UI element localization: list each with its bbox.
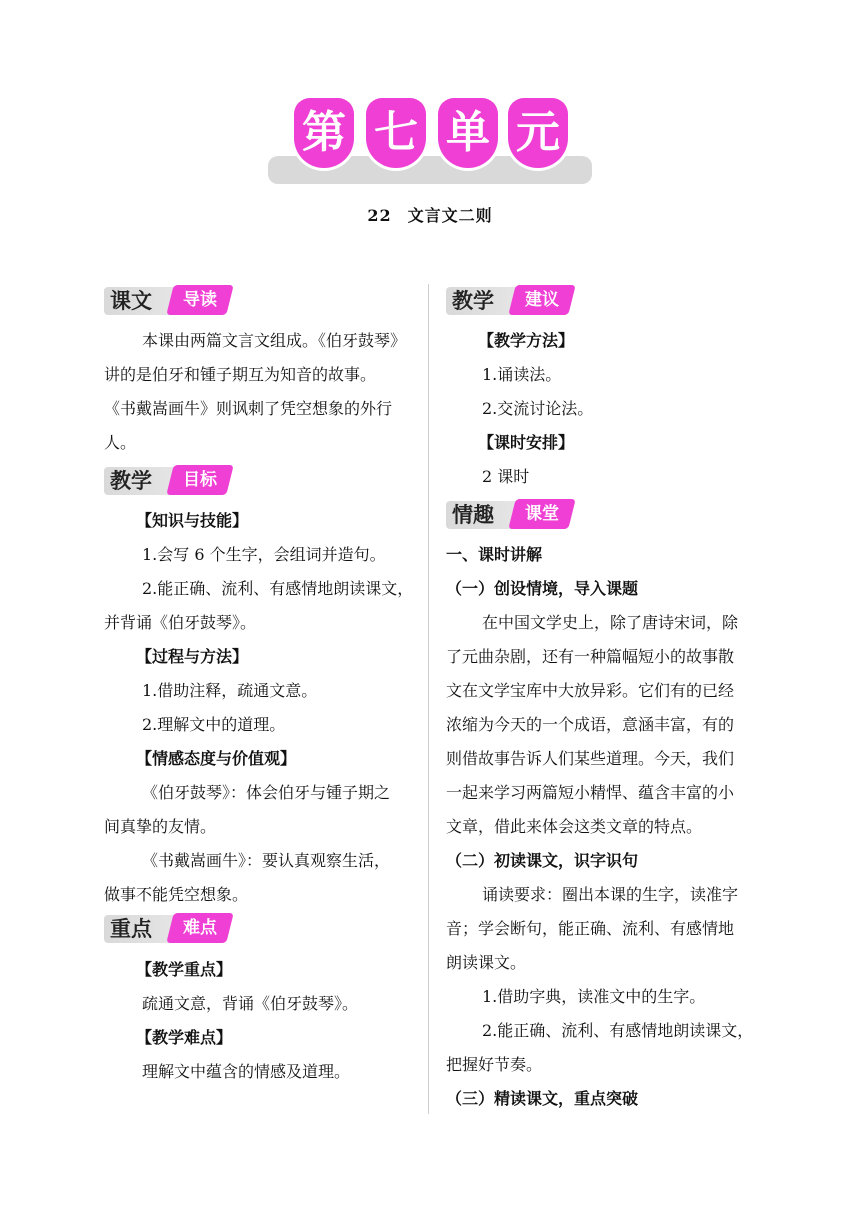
schedule-title: 【课时安排】 (478, 433, 575, 452)
guide-line-2: 讲的是伯牙和锺子期互为知音的故事。 (104, 365, 377, 384)
process-title: 【过程与方法】 (136, 647, 249, 666)
emotion-title: 【情感态度与价值观】 (136, 749, 297, 768)
column-divider (428, 284, 429, 1114)
difficulty-text: 理解文中蕴含的情感及道理。 (142, 1062, 351, 1081)
step-1-line-3: 文在文学宝库中大放异彩。它们有的已经 (446, 681, 735, 700)
step-3-title: （三）精读课文，重点突破 (446, 1089, 639, 1108)
section-heading-class (446, 499, 574, 531)
part-1-title: 一、课时讲解 (446, 545, 543, 564)
heading-tag (508, 285, 575, 315)
heading-main: 课文 (104, 287, 180, 315)
step-1-line-4: 浓缩为今天的一个成语，意涵丰富，有的 (446, 715, 735, 734)
banner-char-3: 单 (438, 98, 498, 168)
knowledge-item-2a: 2.能正确、流利、有感情地朗读课文， (142, 579, 414, 598)
heading-main: 教学 (446, 287, 522, 315)
knowledge-item-2b: 并背诵《伯牙鼓琴》。 (104, 613, 257, 632)
banner-char-4: 元 (508, 98, 568, 168)
section-heading-key (104, 913, 232, 945)
process-item-2: 2.理解文中的道理。 (142, 715, 286, 734)
step-2-title: （二）初读课文，识字识句 (446, 851, 639, 870)
method-item-1: 1.诵读法。 (482, 365, 562, 384)
heading-tag-text: 导读 (183, 290, 217, 310)
heading-tag (166, 285, 233, 315)
heading-tag (508, 499, 575, 529)
guide-line-4: 人。 (104, 433, 137, 452)
method-title: 【教学方法】 (478, 331, 575, 350)
heading-main: 教学 (104, 467, 180, 495)
schedule-text: 2 课时 (482, 467, 530, 486)
section-heading-advice (446, 285, 574, 317)
knowledge-title: 【知识与技能】 (136, 511, 249, 530)
focus-title: 【教学重点】 (136, 960, 233, 979)
heading-tag-text: 目标 (183, 470, 217, 490)
emotion-item-2b: 做事不能凭空想象。 (104, 885, 249, 904)
lesson-number: 22 (367, 206, 392, 225)
emotion-item-2a: 《书戴嵩画牛》：要认真观察生活， (142, 851, 391, 870)
unit-banner (268, 98, 592, 188)
knowledge-item-1: 1.会写 6 个生字，会组词并造句。 (142, 545, 386, 564)
banner-char-1: 第 (294, 98, 354, 168)
heading-main: 重点 (104, 915, 180, 943)
guide-line-1: 本课由两篇文言文组成。《伯牙鼓琴》 (142, 331, 407, 350)
step-1-title: （一）创设情境，导入课题 (446, 579, 639, 598)
guide-line-3: 《书戴嵩画牛》则讽刺了凭空想象的外行 (104, 399, 393, 418)
section-heading-guide (104, 285, 232, 317)
heading-tag-text: 课堂 (525, 504, 559, 524)
step-2-item-2a: 2.能正确、流利、有感情地朗读课文， (482, 1021, 754, 1040)
banner-char-2: 七 (366, 98, 426, 168)
lesson-title (0, 203, 860, 226)
lesson-name: 文言文二则 (407, 206, 493, 225)
step-1-line-7: 文章，借此来体会这类文章的特点。 (446, 817, 703, 836)
emotion-item-1b: 间真挚的友情。 (104, 817, 217, 836)
method-item-2: 2.交流讨论法。 (482, 399, 594, 418)
heading-tag (166, 465, 233, 495)
section-heading-goals (104, 465, 232, 497)
heading-tag-text: 难点 (183, 918, 217, 938)
step-2-line-3: 朗读课文。 (446, 953, 527, 972)
heading-tag-text: 建议 (525, 290, 559, 310)
step-2-item-1: 1.借助字典，读准文中的生字。 (482, 987, 706, 1006)
difficulty-title: 【教学难点】 (136, 1028, 233, 1047)
step-1-line-1: 在中国文学史上，除了唐诗宋词，除 (482, 613, 739, 632)
heading-tag (166, 913, 233, 943)
emotion-item-1a: 《伯牙鼓琴》：体会伯牙与锺子期之 (142, 783, 391, 802)
step-1-line-5: 则借故事告诉人们某些道理。今天，我们 (446, 749, 735, 768)
step-1-line-6: 一起来学习两篇短小精悍、蕴含丰富的小 (446, 783, 735, 802)
heading-main: 情趣 (446, 501, 522, 529)
step-2-item-2b: 把握好节奏。 (446, 1055, 543, 1074)
step-1-line-2: 了元曲杂剧，还有一种篇幅短小的故事散 (446, 647, 735, 666)
process-item-1: 1.借助注释，疏通文意。 (142, 681, 318, 700)
focus-text: 疏通文意，背诵《伯牙鼓琴》。 (142, 994, 359, 1013)
step-2-line-2: 音；学会断句，能正确、流利、有感情地 (446, 919, 735, 938)
step-2-line-1: 诵读要求：圈出本课的生字，读准字 (482, 885, 739, 904)
